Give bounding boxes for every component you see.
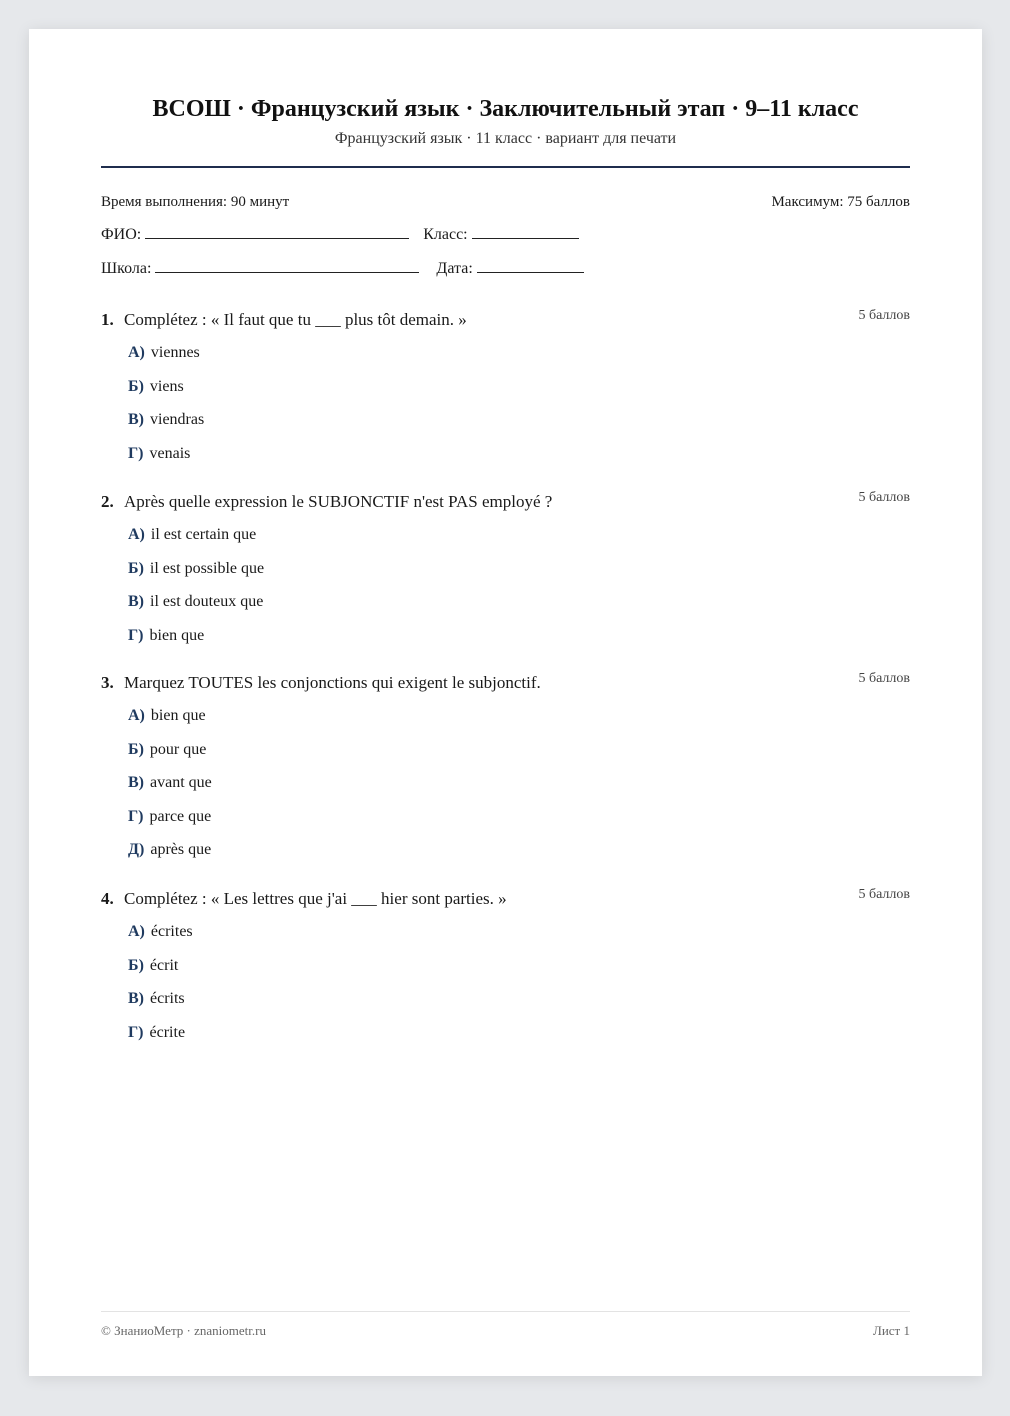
school-blank[interactable] xyxy=(155,258,419,273)
page-number: Лист 1 xyxy=(873,1323,910,1338)
option-letter: А) xyxy=(128,344,145,361)
question-points: 5 баллов xyxy=(858,671,910,686)
name-label: ФИО: xyxy=(101,226,142,243)
answer-options xyxy=(101,922,910,1056)
question-1 xyxy=(101,309,910,477)
class-blank[interactable] xyxy=(472,224,579,239)
page-title: ВСОШ · Французский язык · Заключительный этап · 9–11 класс xyxy=(152,96,859,122)
school-date-row xyxy=(101,258,584,279)
date-label: Дата: xyxy=(436,260,473,277)
option-text: viens xyxy=(149,377,184,395)
time-limit: Время выполнения: 90 минут xyxy=(101,194,290,210)
question-text: Après quelle expression le SUBJONCTIF n'est PAS employé ? xyxy=(124,492,553,511)
answer-option[interactable] xyxy=(128,343,910,377)
question-4 xyxy=(101,888,910,1056)
footer-copyright: © ЗнаниоМетр · znaniometr.ru xyxy=(101,1323,266,1338)
option-text: parce que xyxy=(149,807,212,825)
option-text: viennes xyxy=(150,344,200,361)
name-class-row xyxy=(101,224,579,245)
option-letter: Б) xyxy=(128,559,144,577)
option-letter: Г) xyxy=(128,626,144,644)
question-number: 2. xyxy=(101,492,114,511)
option-letter: Б) xyxy=(128,956,144,974)
question-number: 1. xyxy=(101,310,114,329)
option-text: bien que xyxy=(149,626,205,644)
option-letter: Г) xyxy=(128,1023,144,1041)
option-text: viendras xyxy=(150,411,205,429)
answer-option[interactable] xyxy=(128,444,910,478)
option-letter: А) xyxy=(128,923,145,940)
option-text: écrit xyxy=(149,956,179,974)
class-label: Класс: xyxy=(423,226,468,243)
option-letter: В) xyxy=(128,774,144,792)
answer-option[interactable] xyxy=(128,740,910,774)
option-letter: Г) xyxy=(128,807,144,825)
answer-option[interactable] xyxy=(128,559,910,593)
option-text: écrites xyxy=(150,923,193,940)
answer-option[interactable] xyxy=(128,410,910,444)
option-text: bien que xyxy=(150,707,206,724)
question-number: 4. xyxy=(101,889,114,908)
option-letter: В) xyxy=(128,593,144,611)
answer-option[interactable] xyxy=(128,989,910,1023)
answer-options xyxy=(101,343,910,477)
answer-options xyxy=(101,525,910,659)
question-points: 5 баллов xyxy=(858,490,910,505)
answer-option[interactable] xyxy=(128,626,910,660)
exam-sheet xyxy=(29,29,982,1376)
answer-option[interactable] xyxy=(128,840,910,874)
question-text: Complétez : « Les lettres que j'ai ___ hier sont parties. » xyxy=(124,889,507,908)
question-text: Complétez : « Il faut que tu ___ plus tôt demain. » xyxy=(124,310,467,329)
question-text: Marquez TOUTES les conjonctions qui exigent le subjonctif. xyxy=(124,673,541,692)
question-number: 3. xyxy=(101,673,114,692)
option-letter: В) xyxy=(128,411,144,429)
answer-option[interactable] xyxy=(128,922,910,956)
option-text: après que xyxy=(150,841,212,859)
option-letter: Б) xyxy=(128,740,144,758)
option-letter: А) xyxy=(128,526,145,543)
answer-option[interactable] xyxy=(128,525,910,559)
option-letter: В) xyxy=(128,990,144,1008)
answer-option[interactable] xyxy=(128,956,910,990)
option-letter: Д) xyxy=(128,841,145,859)
question-points: 5 баллов xyxy=(858,887,910,902)
footer-divider xyxy=(101,1311,910,1312)
answer-option[interactable] xyxy=(128,807,910,841)
name-blank[interactable] xyxy=(145,224,409,239)
school-label: Школа: xyxy=(101,260,152,277)
answer-option[interactable] xyxy=(128,592,910,626)
answer-option[interactable] xyxy=(128,1023,910,1057)
header-divider xyxy=(101,166,910,168)
answer-option[interactable] xyxy=(128,706,910,740)
option-text: écrite xyxy=(149,1023,186,1041)
option-letter: Г) xyxy=(128,444,144,462)
option-text: il est possible que xyxy=(149,559,265,577)
page-subtitle: Французский язык · 11 класс · вариант для печати xyxy=(334,130,677,147)
question-3 xyxy=(101,672,910,874)
option-letter: А) xyxy=(128,707,145,724)
option-text: écrits xyxy=(150,990,185,1008)
question-2 xyxy=(101,491,910,659)
max-score: Максимум: 75 баллов xyxy=(771,194,910,210)
option-text: il est douteux que xyxy=(150,593,264,611)
answer-option[interactable] xyxy=(128,377,910,411)
option-letter: Б) xyxy=(128,377,144,395)
option-text: pour que xyxy=(149,740,207,758)
answer-options xyxy=(101,706,910,874)
option-text: avant que xyxy=(150,774,212,792)
date-blank[interactable] xyxy=(477,258,584,273)
answer-option[interactable] xyxy=(128,773,910,807)
option-text: il est certain que xyxy=(150,526,257,543)
option-text: venais xyxy=(149,444,191,462)
question-points: 5 баллов xyxy=(858,308,910,323)
